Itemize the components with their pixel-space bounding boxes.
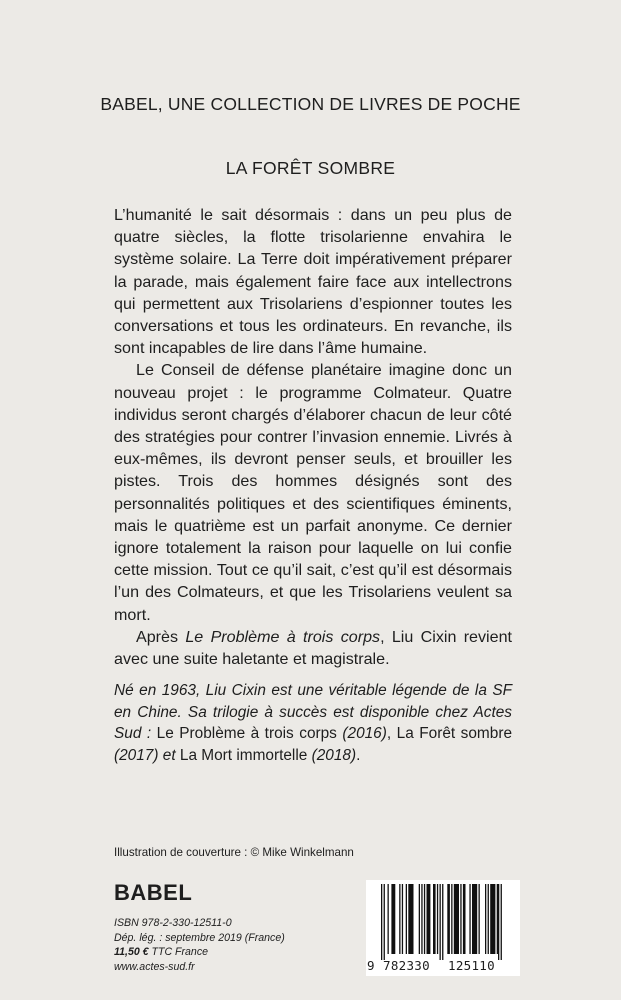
barcode-bar <box>447 884 450 954</box>
legal-info <box>114 916 285 974</box>
bio-book-3: La Mort immortelle <box>179 746 308 764</box>
barcode-left-digits: 782330 <box>383 958 430 973</box>
barcode-bar <box>421 884 422 954</box>
barcode-right-digits: 125110 <box>448 958 495 973</box>
barcode-guard-bar <box>442 884 443 960</box>
barcode-bar <box>497 884 498 954</box>
barcode-guard-bar <box>384 884 385 960</box>
blurb-p3-before: Après <box>136 627 186 646</box>
barcode-guard-bar <box>498 884 499 960</box>
price-suffix: TTC France <box>148 946 209 959</box>
barcode-bar <box>408 884 413 954</box>
barcode-bars <box>373 884 513 960</box>
barcode <box>366 880 520 976</box>
barcode-guard-bar <box>501 884 502 960</box>
publisher-logo: BABEL <box>114 880 193 905</box>
bio-book-1: Le Problème à trois corps <box>156 725 337 743</box>
author-bio-intro: Né en 1963, Liu Cixin est une véritable légende de la SF en Chine. Sa trilogie à succès est disponible chez Actes Sud : <box>114 682 512 743</box>
blurb-paragraph-2: Le Conseil de défense planétaire imagine donc un nouveau projet : le programme Colmateur. Quatre individus seront chargés d’élaborer chacun de leur côté des stratégies pour contrer l’invasion ennemie. Livrés à eux-mêmes, ils devront penser seuls, et brouiller les pistes. Trois des hommes désignés sont des personnalités politiques et des scientifiques éminents, mais le quatrième est un parfait anonyme. Ce dernier ignore totalement la raison pour laquelle on lui confie cette mission. Tout ce qu’il sait, c’est qu’il est désormais l’un des Colmateurs, et que les Trisolariens veulent sa mort. <box>114 361 512 624</box>
bio-book-2: La Forêt sombre <box>396 725 512 743</box>
bio-year-1: (2016) <box>336 725 387 743</box>
barcode-bar <box>485 884 486 954</box>
barcode-bar <box>424 884 425 954</box>
collection-line: BABEL, UNE COLLECTION DE LIVRES DE POCHE <box>100 94 521 114</box>
barcode-bar <box>488 884 489 954</box>
barcode-first-digit: 9 <box>367 958 375 973</box>
price-amount: 11,50 € <box>114 946 149 959</box>
blurb-paragraph-1: L’humanité le sait désormais : dans un peu plus de quatre siècles, la flotte trisolarienne envahira le système solaire. La Terre doit impérativement préparer la parade, mais également faire face aux intellectrons qui permettent aux Trisolariens d’espionner toutes les conversations et tous les ordinateurs. En revanche, ils sont incapables de lire dans l’âme humaine. <box>114 206 512 358</box>
barcode-digits <box>366 958 520 974</box>
blurb-p3-title: Le Problème à trois corps <box>185 627 381 646</box>
blurb <box>114 204 512 766</box>
barcode-bar <box>399 884 400 954</box>
barcode-bar <box>437 884 438 954</box>
bio-end: . <box>356 746 361 764</box>
barcode-bar <box>419 884 420 954</box>
bio-year-2: (2017) <box>114 746 159 764</box>
legal-deposit: Dép. lég. : septembre 2019 (France) <box>114 931 285 944</box>
barcode-bar <box>388 884 389 954</box>
illustration-credit: Illustration de couverture : © Mike Winkelmann <box>114 846 354 859</box>
barcode-bar <box>406 884 407 954</box>
isbn: ISBN 978-2-330-12511-0 <box>114 917 232 929</box>
barcode-bar <box>451 884 452 954</box>
barcode-bar <box>479 884 480 954</box>
price <box>114 945 285 960</box>
barcode-guard-bar <box>381 884 382 960</box>
barcode-bar <box>472 884 477 954</box>
blurb-paragraph-3 <box>114 626 512 670</box>
barcode-bar <box>454 884 459 954</box>
bio-year-3: (2018) <box>307 746 357 764</box>
website: www.actes-sud.fr <box>114 960 195 973</box>
bio-sep-1: , <box>386 725 397 743</box>
author-bio <box>114 680 512 766</box>
barcode-bar <box>490 884 495 954</box>
book-title: LA FORÊT SOMBRE <box>225 158 396 178</box>
barcode-bar <box>402 884 403 954</box>
barcode-bar <box>469 884 470 954</box>
barcode-bar <box>433 884 436 954</box>
barcode-bar <box>427 884 431 954</box>
blurb-p3-after: , Liu Cixin revient avec une suite haletante et magistrale. <box>114 627 512 669</box>
bio-sep-2: et <box>158 746 180 764</box>
barcode-bar <box>460 884 461 954</box>
barcode-guard-bar <box>440 884 441 960</box>
barcode-bar <box>463 884 466 954</box>
barcode-bar <box>391 884 395 954</box>
